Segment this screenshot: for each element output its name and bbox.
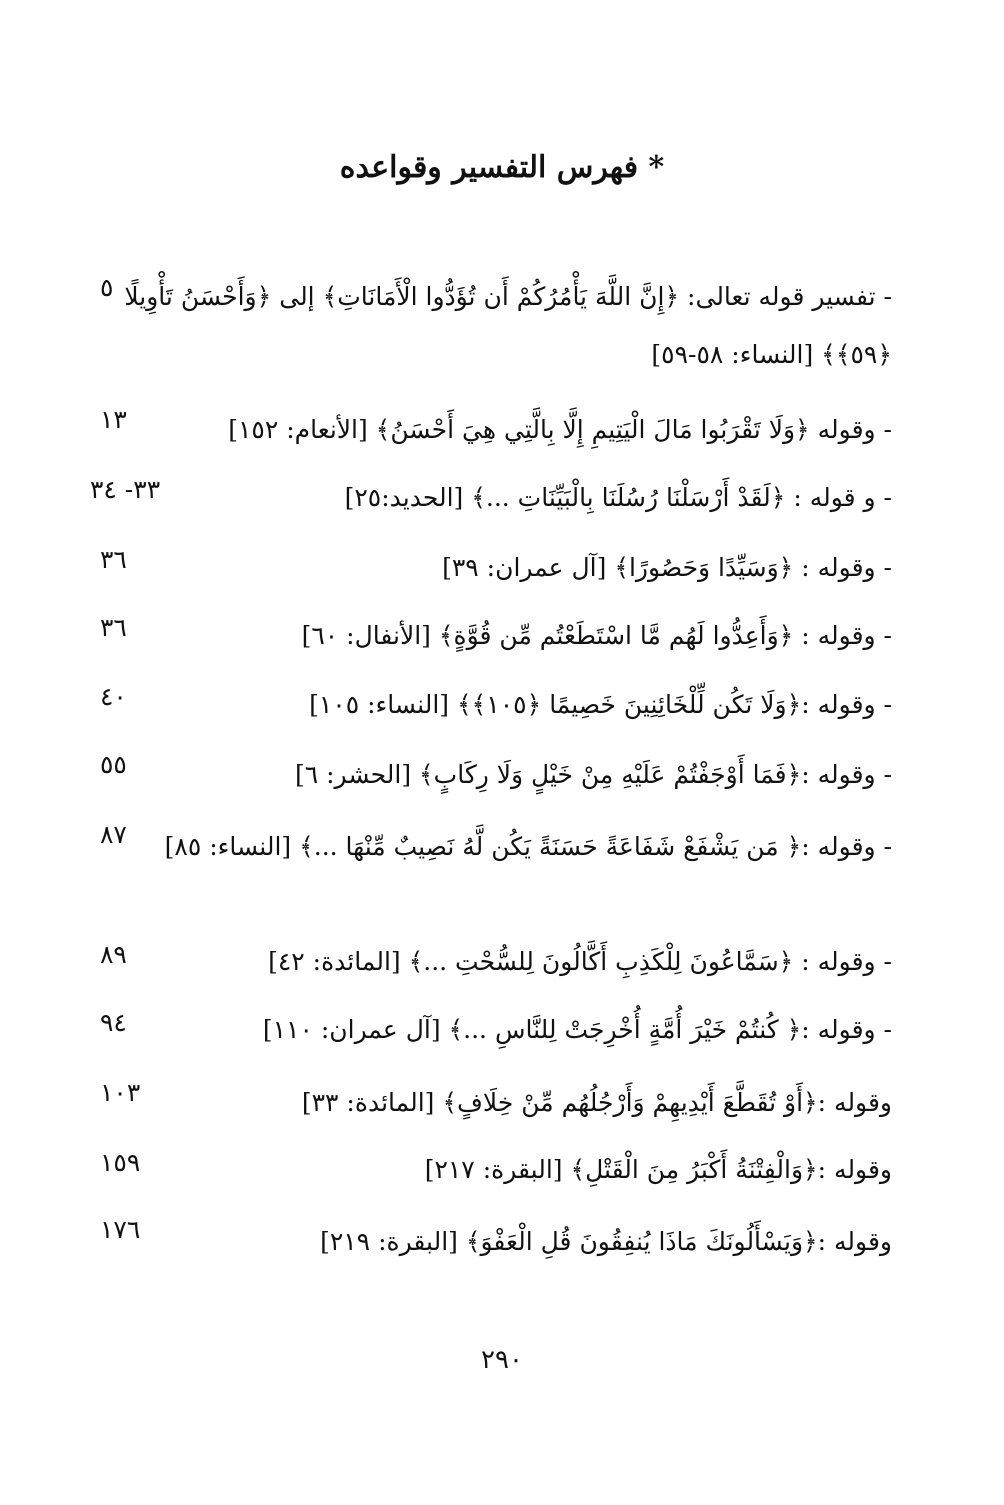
entry-text: - و قوله : ﴿لَقَدْ أَرْسَلْنَا رُسُلَنَا بِالْبَيِّنَاتِ ...﴾ [الحديد:٢٥] [344,483,892,512]
entry-page-number: ٥ [100,273,114,302]
entry-text: - تفسير قوله تعالى: ﴿إِنَّ اللَّهَ يَأْمُرُكُمْ أَن تُؤَدُّوا الْأَمَانَاتِ﴾ إلى ﴿وَأَحْسَنُ تَأْوِيلًا ﴿٥٩﴾﴾ [النساء: ٥٨-٥٩] [124,282,892,369]
entry-page-number: ١٥٩ [100,1148,141,1177]
entry-text: وقوله :﴿وَالْفِتْنَةُ أَكْبَرُ مِنَ الْقَتْلِ﴾ [البقرة: ٢١٧] [424,1155,892,1184]
entry-text: - وقوله :﴿ كُنتُمْ خَيْرَ أُمَّةٍ أُخْرِجَتْ لِلنَّاسِ ...﴾ [آل عمران: ١١٠] [262,1015,892,1044]
entry-page-number: ٩٤ [100,1008,127,1037]
entry-page-number: ٤٠ [100,682,127,711]
entry-page-number: ٣٦ [100,545,127,574]
entry-page-number: ٣٣- ٣٤ [90,475,161,504]
entry-text: - وقوله :﴿فَمَا أَوْجَفْتُمْ عَلَيْهِ مِنْ خَيْلٍ وَلَا رِكَابٍ﴾ [الحشر: ٦] [294,760,892,789]
entry-text: وقوله :﴿أَوْ تُقَطَّعَ أَيْدِيهِمْ وَأَرْجُلُهُم مِّنْ خِلَافٍ﴾ [المائدة: ٣٣] [301,1088,892,1117]
entry-page-number: ١٧٦ [100,1215,141,1244]
entry-text: - وقوله :﴿ مَن يَشْفَعْ شَفَاعَةً حَسَنَةً يَكُن لَّهُ نَصِيبٌ مِّنْهَا ...﴾ [النساء: ٨٥] [164,832,892,861]
entry-page-number: ١٠٣ [100,1078,141,1107]
entry-text: - وقوله : ﴿سَمَّاعُونَ لِلْكَذِبِ أَكَّالُونَ لِلسُّحْتِ ...﴾ [المائدة: ٤٢] [268,947,892,976]
entry-text: - وقوله ﴿وَلَا تَقْرَبُوا مَالَ الْيَتِيمِ إِلَّا بِالَّتِي هِيَ أَحْسَنُ﴾ [الأنعام: ١٥٢] [228,415,892,444]
entry-page-number: ٨٩ [100,940,127,969]
page-title: * فهرس التفسير وقواعده [339,150,665,185]
entry-text: وقوله :﴿وَيَسْأَلُونَكَ مَاذَا يُنفِقُونَ قُلِ الْعَفْوَ﴾ [البقرة: ٢١٩] [320,1227,892,1256]
entry-text: - وقوله :﴿وَلَا تَكُن لِّلْخَائِنِينَ خَصِيمًا ﴿١٠٥﴾﴾ [النساء: ١٠٥] [309,690,892,719]
entry-text: - وقوله : ﴿وَأَعِدُّوا لَهُم مَّا اسْتَطَعْتُم مِّن قُوَّةٍ﴾ [الأنفال: ٦٠] [301,621,892,650]
index-entry [92,478,892,518]
page-number: ٢٩٠ [481,1345,523,1375]
entry-page-number: ١٣ [100,405,127,434]
entry-page-number: ٥٥ [100,750,127,779]
entry-page-number: ٣٦ [100,613,127,642]
entry-text: - وقوله : ﴿وَسَيِّدًا وَحَصُورًا﴾ [آل عمران: ٣٩] [442,553,892,582]
entry-page-number: ٨٧ [100,820,127,849]
